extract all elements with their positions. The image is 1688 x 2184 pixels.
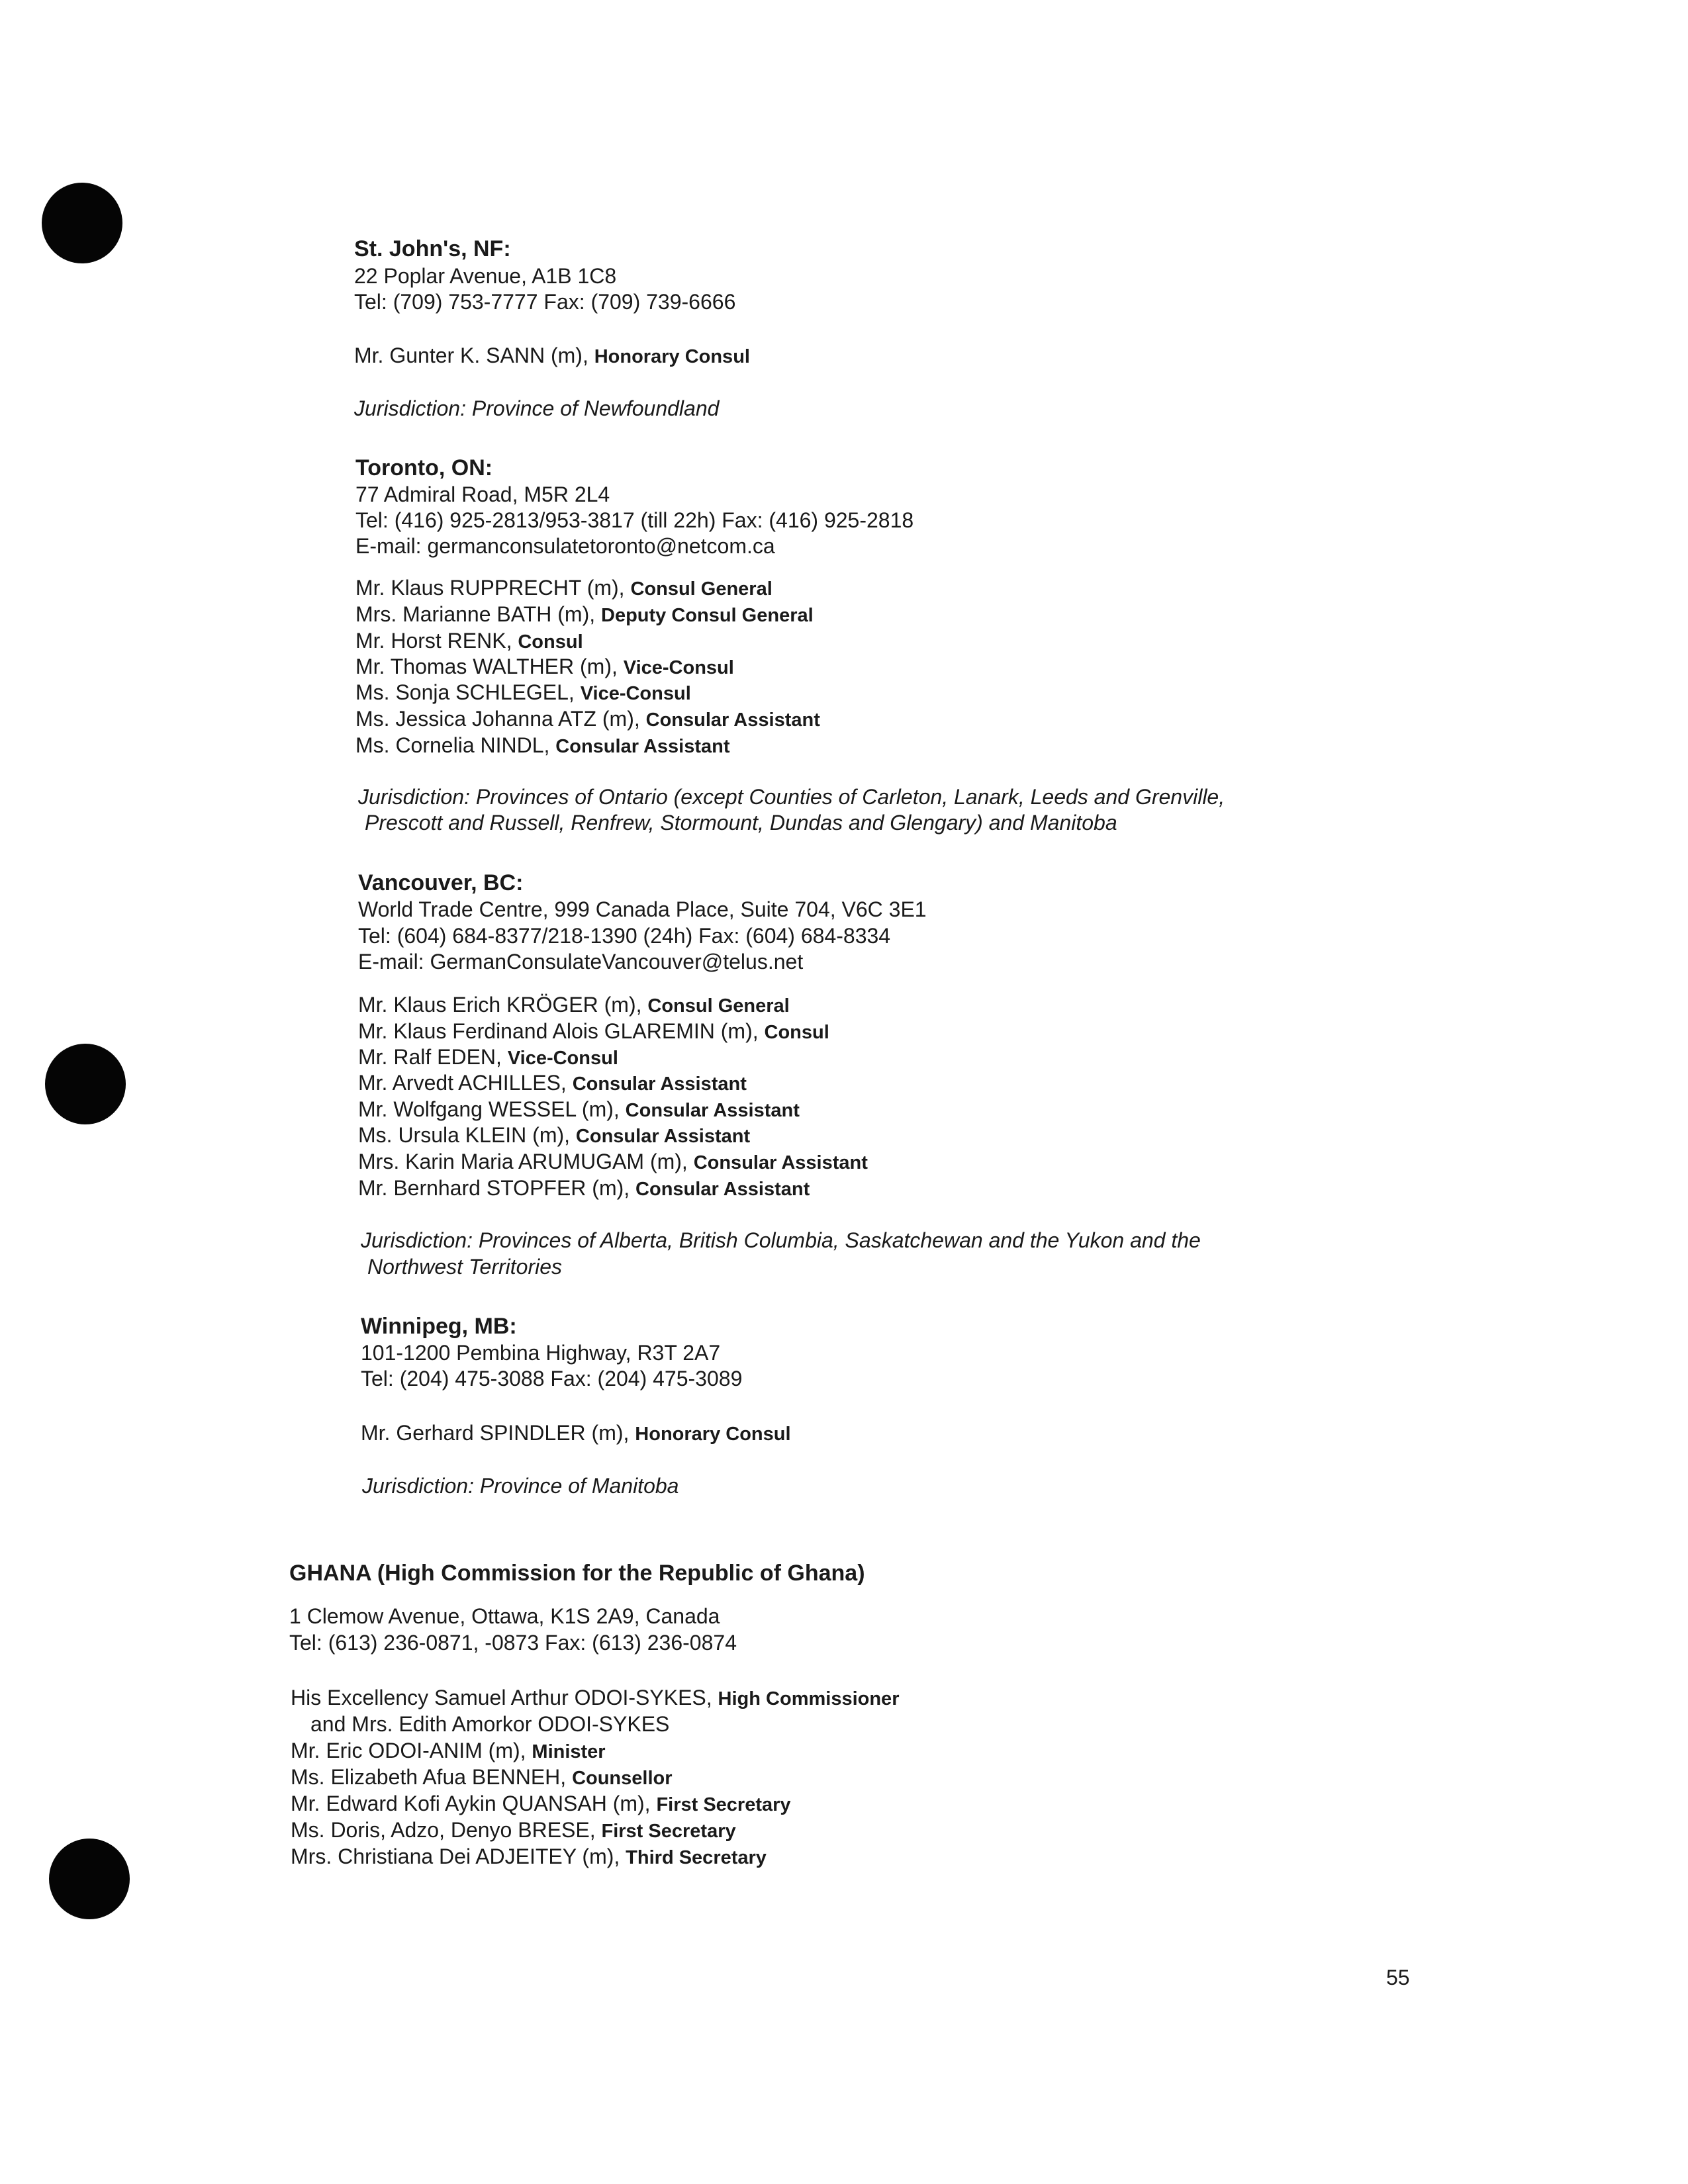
staff-entry	[291, 1791, 791, 1817]
jurisdiction: Jurisdiction: Province of Newfoundland	[354, 396, 720, 420]
consulate-email: E-mail: germanconsulatetoronto@netcom.ca	[355, 534, 775, 558]
consulate-address: 77 Admiral Road, M5R 2L4	[355, 482, 610, 506]
staff-role: Vice-Consul	[623, 657, 734, 678]
staff-name: Mr. Eric ODOI-ANIM (m),	[291, 1739, 526, 1762]
staff-role: Consular Assistant	[635, 1179, 810, 1200]
staff-name: Mr. Edward Kofi Aykin QUANSAH (m),	[291, 1792, 651, 1815]
consulate-contact: Tel: (416) 925-2813/953-3817 (till 22h) Fax: (416) 925-2818	[355, 508, 914, 532]
staff-entry	[361, 1420, 791, 1447]
jurisdiction: Northwest Territories	[367, 1255, 563, 1279]
staff-name: Mr. Gerhard SPINDLER (m),	[361, 1421, 630, 1445]
staff-role: Third Secretary	[626, 1847, 767, 1868]
jurisdiction: Jurisdiction: Provinces of Ontario (except Counties of Carleton, Lanark, Leeds and Grenville,	[358, 785, 1225, 809]
consulate-contact: Tel: (709) 753-7777 Fax: (709) 739-6666	[354, 290, 736, 314]
consulate-address: 22 Poplar Avenue, A1B 1C8	[354, 264, 617, 288]
staff-name: Mr. Horst RENK,	[355, 629, 512, 653]
staff-entry	[355, 680, 691, 706]
staff-entry	[355, 706, 820, 733]
staff-role: First Secretary	[656, 1794, 791, 1815]
staff-name: Mrs. Christiana Dei ADJEITEY (m),	[291, 1844, 620, 1868]
staff-entry	[358, 1044, 618, 1071]
staff-name: Ms. Elizabeth Afua BENNEH,	[291, 1765, 567, 1789]
staff-name: Ms. Cornelia NINDL,	[355, 733, 550, 757]
consulate-address: World Trade Centre, 999 Canada Place, Suite 704, V6C 3E1	[358, 897, 927, 921]
staff-name: Ms. Ursula KLEIN (m),	[358, 1123, 571, 1147]
jurisdiction: Jurisdiction: Province of Manitoba	[362, 1474, 679, 1498]
consulate-heading: St. John's, NF:	[354, 236, 511, 261]
ghana-heading: GHANA (High Commission for the Republic of Ghana)	[289, 1561, 865, 1586]
staff-role: Consul	[764, 1022, 829, 1043]
staff-role: Vice-Consul	[580, 683, 691, 704]
staff-entry	[358, 992, 790, 1019]
ghana-contact: Tel: (613) 236-0871, -0873 Fax: (613) 236-0874	[289, 1631, 737, 1655]
staff-entry	[358, 1070, 747, 1097]
staff-name: Mr. Klaus Erich KRÖGER (m),	[358, 993, 642, 1017]
staff-entry	[358, 1149, 868, 1175]
staff-role: First Secretary	[601, 1821, 736, 1842]
staff-name: Mr. Klaus RUPPRECHT (m),	[355, 576, 625, 600]
consulate-heading: Winnipeg, MB:	[361, 1314, 517, 1339]
consulate-email: E-mail: GermanConsulateVancouver@telus.net	[358, 950, 804, 974]
staff-name: Mr. Thomas WALTHER (m),	[355, 655, 618, 678]
staff-role: Honorary Consul	[635, 1424, 791, 1445]
staff-role: Vice-Consul	[507, 1048, 618, 1069]
staff-role: Consular Assistant	[693, 1152, 868, 1173]
punch-hole-middle	[45, 1044, 126, 1124]
staff-entry	[355, 628, 583, 655]
staff-role: Consular Assistant	[555, 736, 730, 757]
staff-entry	[291, 1685, 899, 1711]
punch-hole-bottom	[49, 1839, 130, 1919]
staff-name: Mr. Klaus Ferdinand Alois GLAREMIN (m),	[358, 1019, 759, 1043]
staff-name: Mr. Ralf EDEN,	[358, 1045, 502, 1069]
consulate-heading: Toronto, ON:	[355, 455, 493, 480]
staff-name: Ms. Doris, Adzo, Denyo BRESE,	[291, 1818, 596, 1842]
staff-entry	[355, 575, 773, 602]
staff-role: Consul General	[630, 578, 773, 600]
staff-entry	[291, 1844, 767, 1870]
staff-role: Consular Assistant	[645, 709, 820, 731]
staff-name: Mrs. Marianne BATH (m),	[355, 602, 596, 626]
staff-entry	[358, 1122, 750, 1149]
staff-role: Deputy Consul General	[601, 605, 814, 626]
page-number: 55	[1386, 1966, 1410, 1989]
staff-role: Consular Assistant	[625, 1100, 800, 1121]
staff-role: Consular Assistant	[572, 1073, 747, 1095]
staff-name: Mr. Bernhard STOPFER (m),	[358, 1176, 630, 1200]
staff-entry	[291, 1738, 606, 1764]
staff-entry	[358, 1097, 800, 1123]
staff-name: Mr. Arvedt ACHILLES,	[358, 1071, 567, 1095]
staff-role: Consular Assistant	[575, 1126, 751, 1147]
staff-name: Mrs. Karin Maria ARUMUGAM (m),	[358, 1150, 688, 1173]
consulate-contact: Tel: (204) 475-3088 Fax: (204) 475-3089	[361, 1367, 743, 1390]
staff-name: Mr. Wolfgang WESSEL (m),	[358, 1097, 620, 1121]
consulate-contact: Tel: (604) 684-8377/218-1390 (24h) Fax: (604) 684-8334	[358, 924, 891, 948]
staff-role: Consul	[518, 631, 583, 653]
staff-role: Minister	[532, 1741, 606, 1762]
consulate-address: 101-1200 Pembina Highway, R3T 2A7	[361, 1341, 721, 1365]
staff-entry	[291, 1764, 673, 1791]
staff-name: Mr. Gunter K. SANN (m),	[354, 343, 588, 367]
staff-name: Ms. Sonja SCHLEGEL,	[355, 680, 575, 704]
jurisdiction: Prescott and Russell, Renfrew, Stormount, Dundas and Glengary) and Manitoba	[365, 811, 1117, 835]
staff-role: Honorary Consul	[594, 346, 750, 367]
punch-hole-top	[42, 183, 122, 263]
staff-role: Counsellor	[572, 1768, 673, 1789]
staff-entry	[358, 1175, 810, 1202]
staff-entry	[355, 654, 734, 680]
staff-role: Consul General	[647, 995, 790, 1017]
ghana-address: 1 Clemow Avenue, Ottawa, K1S 2A9, Canada	[289, 1604, 720, 1628]
staff-name: His Excellency Samuel Arthur ODOI-SYKES,	[291, 1686, 712, 1709]
staff-entry	[355, 602, 814, 628]
staff-name: and Mrs. Edith Amorkor ODOI-SYKES	[310, 1712, 670, 1736]
staff-entry	[291, 1817, 736, 1844]
staff-entry	[310, 1711, 669, 1737]
staff-entry	[354, 343, 750, 369]
staff-entry	[358, 1019, 829, 1045]
staff-name: Ms. Jessica Johanna ATZ (m),	[355, 707, 640, 731]
consulate-heading: Vancouver, BC:	[358, 870, 524, 895]
staff-entry	[355, 733, 730, 759]
staff-role: High Commissioner	[718, 1688, 900, 1709]
jurisdiction: Jurisdiction: Provinces of Alberta, British Columbia, Saskatchewan and the Yukon and the	[361, 1228, 1201, 1252]
